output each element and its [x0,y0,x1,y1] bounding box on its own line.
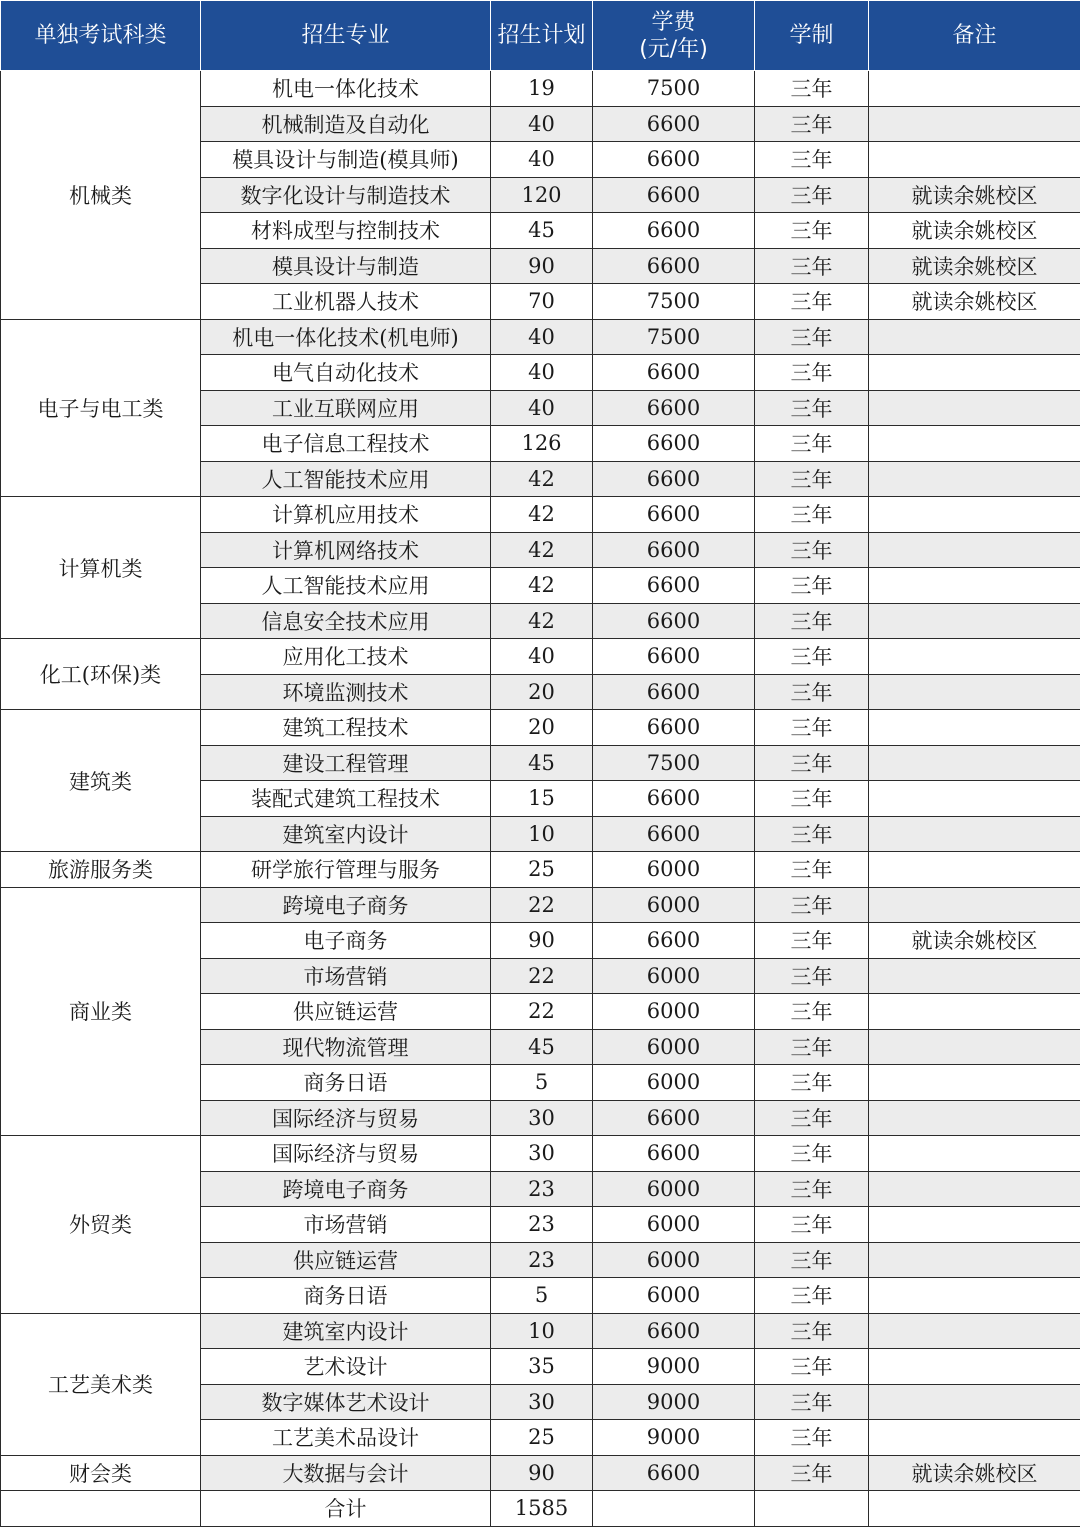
fee-cell: 6000 [593,994,755,1030]
plan-cell: 23 [491,1171,593,1207]
note-cell: 就读余姚校区 [869,177,1080,213]
note-cell: 就读余姚校区 [869,284,1080,320]
fee-cell: 7500 [593,319,755,355]
plan-cell: 20 [491,674,593,710]
plan-cell: 40 [491,390,593,426]
note-cell [869,1420,1080,1456]
duration-cell: 三年 [755,142,869,178]
table-body [1,71,1080,1527]
major-cell: 工业互联网应用 [201,390,491,426]
note-cell [869,426,1080,462]
category-cell: 工艺美术类 [1,1313,201,1455]
note-cell [869,106,1080,142]
note-cell [869,319,1080,355]
note-cell [869,497,1080,533]
major-cell: 商务日语 [201,1278,491,1314]
fee-cell: 6600 [593,248,755,284]
duration-cell: 三年 [755,1278,869,1314]
fee-cell: 9000 [593,1420,755,1456]
plan-cell: 22 [491,994,593,1030]
duration-cell: 三年 [755,248,869,284]
major-cell: 环境监测技术 [201,674,491,710]
category-cell: 外贸类 [1,1136,201,1314]
fee-cell: 6600 [593,1455,755,1491]
table-row [1,852,1080,888]
major-cell: 市场营销 [201,958,491,994]
plan-cell: 15 [491,781,593,817]
duration-cell: 三年 [755,1029,869,1065]
note-cell [869,1349,1080,1385]
duration-cell: 三年 [755,745,869,781]
major-cell: 艺术设计 [201,1349,491,1385]
plan-cell: 5 [491,1065,593,1101]
table-row [1,319,1080,355]
header-fee [593,1,755,71]
table-header [1,1,1080,71]
duration-cell: 三年 [755,1313,869,1349]
duration-cell: 三年 [755,106,869,142]
duration-cell: 三年 [755,1455,869,1491]
plan-cell: 40 [491,142,593,178]
duration-cell: 三年 [755,958,869,994]
major-cell: 建筑室内设计 [201,1313,491,1349]
plan-cell: 30 [491,1136,593,1172]
category-cell: 计算机类 [1,497,201,639]
fee-cell: 6600 [593,816,755,852]
total-blank-cell [1,1491,201,1527]
major-cell: 装配式建筑工程技术 [201,781,491,817]
note-cell: 就读余姚校区 [869,1455,1080,1491]
major-cell: 工业机器人技术 [201,284,491,320]
duration-cell: 三年 [755,674,869,710]
plan-cell: 30 [491,1100,593,1136]
table-row [1,1136,1080,1172]
category-cell: 建筑类 [1,710,201,852]
duration-cell: 三年 [755,1171,869,1207]
fee-cell: 6000 [593,1242,755,1278]
plan-cell: 19 [491,71,593,107]
fee-cell: 7500 [593,745,755,781]
major-cell: 建筑室内设计 [201,816,491,852]
fee-cell: 9000 [593,1349,755,1385]
plan-cell: 10 [491,816,593,852]
header-plan: 招生计划 [491,1,593,71]
header-note: 备注 [869,1,1080,71]
plan-cell: 45 [491,745,593,781]
plan-cell: 30 [491,1384,593,1420]
fee-cell: 6600 [593,639,755,675]
duration-cell: 三年 [755,1136,869,1172]
major-cell: 人工智能技术应用 [201,461,491,497]
fee-cell: 6600 [593,603,755,639]
fee-cell: 6600 [593,532,755,568]
major-cell: 跨境电子商务 [201,1171,491,1207]
fee-cell: 7500 [593,71,755,107]
duration-cell: 三年 [755,1420,869,1456]
fee-cell: 6600 [593,674,755,710]
plan-cell: 42 [491,568,593,604]
major-cell: 机电一体化技术 [201,71,491,107]
fee-cell: 6000 [593,852,755,888]
fee-cell: 6000 [593,1278,755,1314]
note-cell [869,781,1080,817]
plan-cell: 45 [491,213,593,249]
note-cell [869,994,1080,1030]
duration-cell: 三年 [755,355,869,391]
major-cell: 现代物流管理 [201,1029,491,1065]
table-row [1,497,1080,533]
note-cell: 就读余姚校区 [869,248,1080,284]
note-cell [869,958,1080,994]
plan-cell: 10 [491,1313,593,1349]
note-cell [869,1065,1080,1101]
duration-cell: 三年 [755,426,869,462]
duration-cell: 三年 [755,1349,869,1385]
note-cell [869,1029,1080,1065]
note-cell [869,1207,1080,1243]
note-cell [869,1100,1080,1136]
total-duration-blank-cell [755,1491,869,1527]
plan-cell: 40 [491,106,593,142]
duration-cell: 三年 [755,1207,869,1243]
fee-cell: 6600 [593,213,755,249]
plan-cell: 42 [491,497,593,533]
fee-cell: 6600 [593,106,755,142]
duration-cell: 三年 [755,390,869,426]
fee-cell: 6600 [593,1313,755,1349]
fee-cell: 6000 [593,1207,755,1243]
category-cell: 化工(环保)类 [1,639,201,710]
note-cell [869,1136,1080,1172]
plan-cell: 20 [491,710,593,746]
header-category: 单独考试科类 [1,1,201,71]
total-label-cell: 合计 [201,1491,491,1527]
duration-cell: 三年 [755,213,869,249]
header-fee-line1: 学费 [593,9,754,36]
major-cell: 数字媒体艺术设计 [201,1384,491,1420]
duration-cell: 三年 [755,177,869,213]
duration-cell: 三年 [755,603,869,639]
major-cell: 信息安全技术应用 [201,603,491,639]
duration-cell: 三年 [755,284,869,320]
major-cell: 国际经济与贸易 [201,1100,491,1136]
major-cell: 材料成型与控制技术 [201,213,491,249]
note-cell [869,674,1080,710]
fee-cell: 6600 [593,497,755,533]
plan-cell: 40 [491,639,593,675]
major-cell: 应用化工技术 [201,639,491,675]
note-cell [869,603,1080,639]
duration-cell: 三年 [755,1065,869,1101]
duration-cell: 三年 [755,639,869,675]
duration-cell: 三年 [755,497,869,533]
note-cell [869,710,1080,746]
note-cell [869,887,1080,923]
plan-cell: 42 [491,603,593,639]
plan-cell: 126 [491,426,593,462]
total-plan-cell: 1585 [491,1491,593,1527]
fee-cell: 6000 [593,1065,755,1101]
major-cell: 电气自动化技术 [201,355,491,391]
fee-cell: 6000 [593,958,755,994]
note-cell [869,639,1080,675]
fee-cell: 6600 [593,355,755,391]
category-cell: 电子与电工类 [1,319,201,497]
fee-cell: 7500 [593,284,755,320]
header-row [1,1,1080,71]
fee-cell: 6600 [593,710,755,746]
plan-cell: 40 [491,319,593,355]
header-duration: 学制 [755,1,869,71]
total-note-blank-cell [869,1491,1080,1527]
fee-cell: 6600 [593,177,755,213]
category-cell: 旅游服务类 [1,852,201,888]
note-cell [869,532,1080,568]
plan-cell: 120 [491,177,593,213]
table-row [1,887,1080,923]
major-cell: 电子信息工程技术 [201,426,491,462]
plan-cell: 45 [491,1029,593,1065]
header-fee-line2: (元/年) [593,36,754,63]
plan-cell: 25 [491,852,593,888]
plan-cell: 90 [491,1455,593,1491]
total-row [1,1491,1080,1527]
major-cell: 人工智能技术应用 [201,568,491,604]
category-cell: 财会类 [1,1455,201,1491]
duration-cell: 三年 [755,1242,869,1278]
duration-cell: 三年 [755,568,869,604]
header-major: 招生专业 [201,1,491,71]
major-cell: 计算机网络技术 [201,532,491,568]
plan-cell: 22 [491,958,593,994]
major-cell: 建设工程管理 [201,745,491,781]
major-cell: 模具设计与制造 [201,248,491,284]
plan-cell: 35 [491,1349,593,1385]
duration-cell: 三年 [755,923,869,959]
fee-cell: 6600 [593,923,755,959]
major-cell: 电子商务 [201,923,491,959]
fee-cell: 6600 [593,390,755,426]
note-cell [869,1313,1080,1349]
duration-cell: 三年 [755,887,869,923]
major-cell: 供应链运营 [201,994,491,1030]
note-cell: 就读余姚校区 [869,213,1080,249]
major-cell: 工艺美术品设计 [201,1420,491,1456]
fee-cell: 9000 [593,1384,755,1420]
plan-cell: 40 [491,355,593,391]
plan-cell: 23 [491,1242,593,1278]
major-cell: 机电一体化技术(机电师) [201,319,491,355]
major-cell: 计算机应用技术 [201,497,491,533]
major-cell: 跨境电子商务 [201,887,491,923]
note-cell [869,390,1080,426]
note-cell [869,1242,1080,1278]
note-cell [869,568,1080,604]
duration-cell: 三年 [755,994,869,1030]
note-cell [869,816,1080,852]
major-cell: 市场营销 [201,1207,491,1243]
plan-cell: 42 [491,532,593,568]
major-cell: 研学旅行管理与服务 [201,852,491,888]
duration-cell: 三年 [755,1100,869,1136]
major-cell: 机械制造及自动化 [201,106,491,142]
note-cell [869,71,1080,107]
duration-cell: 三年 [755,852,869,888]
category-cell: 机械类 [1,71,201,320]
duration-cell: 三年 [755,71,869,107]
major-cell: 大数据与会计 [201,1455,491,1491]
plan-cell: 70 [491,284,593,320]
category-cell: 商业类 [1,887,201,1136]
plan-cell: 90 [491,923,593,959]
duration-cell: 三年 [755,710,869,746]
fee-cell: 6600 [593,461,755,497]
table-row [1,71,1080,107]
major-cell: 供应链运营 [201,1242,491,1278]
fee-cell: 6600 [593,568,755,604]
duration-cell: 三年 [755,1384,869,1420]
plan-cell: 90 [491,248,593,284]
major-cell: 数字化设计与制造技术 [201,177,491,213]
table-row [1,639,1080,675]
plan-cell: 42 [491,461,593,497]
fee-cell: 6600 [593,1136,755,1172]
fee-cell: 6000 [593,1029,755,1065]
fee-cell: 6600 [593,781,755,817]
note-cell [869,142,1080,178]
duration-cell: 三年 [755,816,869,852]
note-cell [869,852,1080,888]
duration-cell: 三年 [755,461,869,497]
plan-cell: 5 [491,1278,593,1314]
duration-cell: 三年 [755,532,869,568]
note-cell [869,1384,1080,1420]
duration-cell: 三年 [755,319,869,355]
plan-cell: 23 [491,1207,593,1243]
note-cell [869,1278,1080,1314]
major-cell: 国际经济与贸易 [201,1136,491,1172]
fee-cell: 6600 [593,142,755,178]
note-cell [869,745,1080,781]
fee-cell: 6000 [593,887,755,923]
plan-cell: 25 [491,1420,593,1456]
note-cell [869,355,1080,391]
fee-cell: 6000 [593,1171,755,1207]
table-row [1,1313,1080,1349]
table-row [1,1455,1080,1491]
plan-cell: 22 [491,887,593,923]
note-cell [869,461,1080,497]
table-row [1,710,1080,746]
major-cell: 商务日语 [201,1065,491,1101]
fee-cell: 6600 [593,426,755,462]
fee-cell: 6600 [593,1100,755,1136]
duration-cell: 三年 [755,781,869,817]
note-cell: 就读余姚校区 [869,923,1080,959]
total-fee-blank-cell [593,1491,755,1527]
note-cell [869,1171,1080,1207]
major-cell: 模具设计与制造(模具师) [201,142,491,178]
major-cell: 建筑工程技术 [201,710,491,746]
